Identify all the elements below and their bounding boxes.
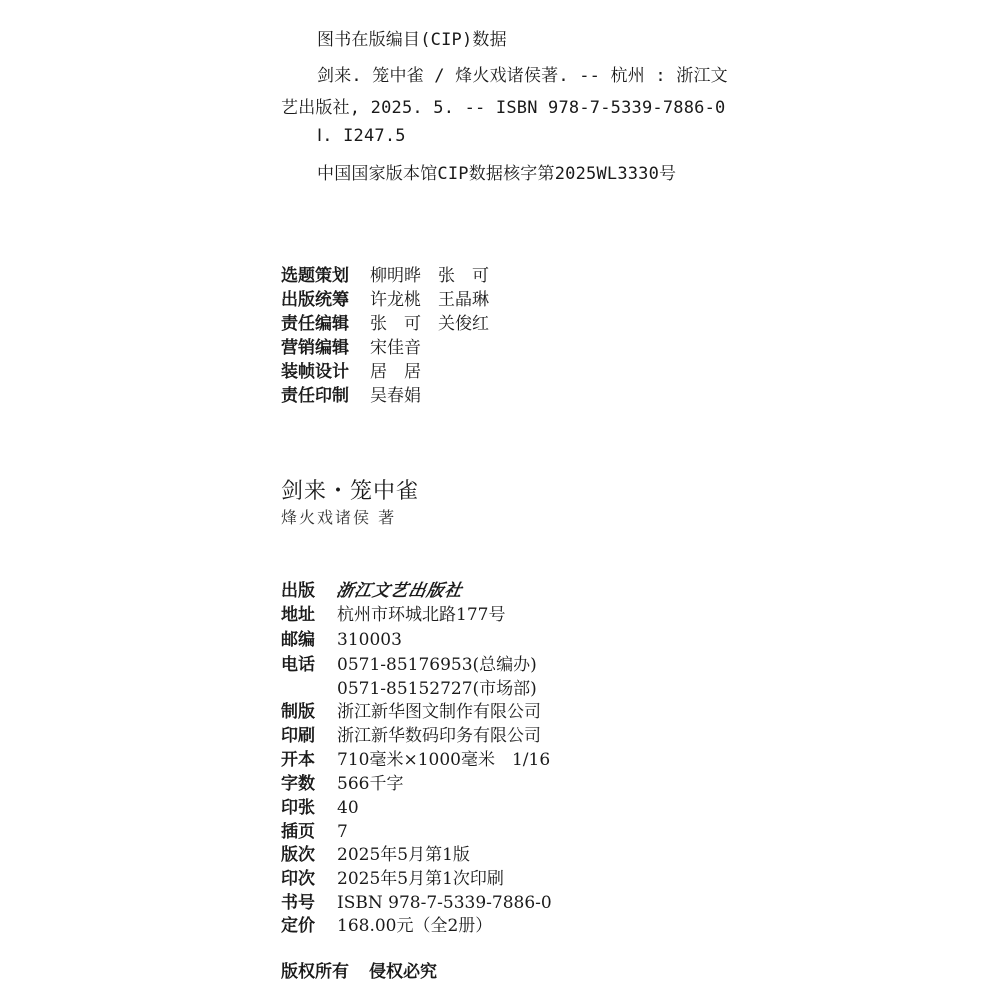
info-row xyxy=(281,674,537,698)
rights-statement xyxy=(281,957,437,982)
info-value: 0571-85176953(总编办) xyxy=(337,655,537,675)
info-row xyxy=(281,721,541,745)
credit-label: 营销编辑 xyxy=(281,338,349,358)
credit-value: 柳明晔 张 可 xyxy=(370,266,489,286)
info-row xyxy=(281,911,492,935)
info-row xyxy=(281,745,550,769)
credit-row xyxy=(281,309,489,333)
info-label: 电话 xyxy=(281,655,315,675)
credit-value: 宋佳音 xyxy=(370,338,421,358)
info-value: 710毫米×1000毫米 1/16 xyxy=(337,750,551,770)
book-author: 烽火戏诸侯 著 xyxy=(281,508,397,527)
rights-part-1: 版权所有 xyxy=(281,962,349,982)
info-row xyxy=(281,625,402,649)
cip-line-1: 剑来. 笼中雀 / 烽火戏诸侯著. -- 杭州 : 浙江文 xyxy=(317,66,728,86)
info-row xyxy=(281,769,403,793)
credit-value: 张 可 关俊红 xyxy=(370,314,489,334)
info-label: 插页 xyxy=(281,822,315,842)
info-row-publisher xyxy=(281,576,463,600)
info-value: 浙江新华图文制作有限公司 xyxy=(337,702,541,722)
info-label: 定价 xyxy=(281,916,315,936)
credit-label: 装帧设计 xyxy=(281,362,349,382)
info-label: 印刷 xyxy=(281,726,315,746)
info-row xyxy=(281,600,505,624)
info-value: 杭州市环城北路177号 xyxy=(337,605,506,625)
credit-row xyxy=(281,381,421,405)
info-value: 310003 xyxy=(337,630,402,650)
info-row xyxy=(281,697,541,721)
info-value: 0571-85152727(市场部) xyxy=(337,679,537,699)
credit-row xyxy=(281,261,489,285)
info-value: 7 xyxy=(337,822,348,842)
info-value: 168.00元（全2册） xyxy=(337,916,493,936)
info-value: 浙江新华数码印务有限公司 xyxy=(337,726,541,746)
credit-row xyxy=(281,357,421,381)
info-row xyxy=(281,793,359,817)
credit-value: 居 居 xyxy=(370,362,421,382)
rights-part-2: 侵权必究 xyxy=(369,962,437,982)
credit-label: 选题策划 xyxy=(281,266,349,286)
cip-heading: 图书在版编目(CIP)数据 xyxy=(317,30,507,50)
info-value: 2025年5月第1次印刷 xyxy=(337,869,504,889)
info-label: 出版 xyxy=(281,581,315,601)
info-row xyxy=(281,840,470,864)
info-value: 566千字 xyxy=(337,774,404,794)
info-value: 2025年5月第1版 xyxy=(337,845,470,865)
credit-row xyxy=(281,285,489,309)
info-label: 邮编 xyxy=(281,630,315,650)
info-label: 地址 xyxy=(281,605,315,625)
info-row xyxy=(281,888,552,912)
credit-value: 许龙桃 王晶琳 xyxy=(370,290,489,310)
info-label: 字数 xyxy=(281,774,315,794)
info-row xyxy=(281,817,348,841)
info-label: 开本 xyxy=(281,750,315,770)
credit-row xyxy=(281,333,421,357)
info-label: 书号 xyxy=(281,893,315,913)
info-label: 版次 xyxy=(281,845,315,865)
info-row xyxy=(281,650,537,674)
info-label: 印张 xyxy=(281,798,315,818)
info-label: 制版 xyxy=(281,702,315,722)
credit-label: 责任编辑 xyxy=(281,314,349,334)
info-label: 印次 xyxy=(281,869,315,889)
cip-line-2: 艺出版社, 2025. 5. -- ISBN 978-7-5339-7886-0 xyxy=(281,98,726,118)
info-value: ISBN 978-7-5339-7886-0 xyxy=(337,893,552,913)
cip-line-4: 中国国家版本馆CIP数据核字第2025WL3330号 xyxy=(317,164,677,184)
credit-label: 出版统筹 xyxy=(281,290,349,310)
book-title: 剑来・笼中雀 xyxy=(281,479,420,504)
cip-line-3: Ⅰ. I247.5 xyxy=(317,126,406,146)
publisher-logo: 浙江文艺出版社 xyxy=(334,581,465,601)
credit-label: 责任印制 xyxy=(281,386,349,406)
info-value: 40 xyxy=(337,798,359,818)
info-row xyxy=(281,864,504,888)
credit-value: 吴春娟 xyxy=(370,386,421,406)
